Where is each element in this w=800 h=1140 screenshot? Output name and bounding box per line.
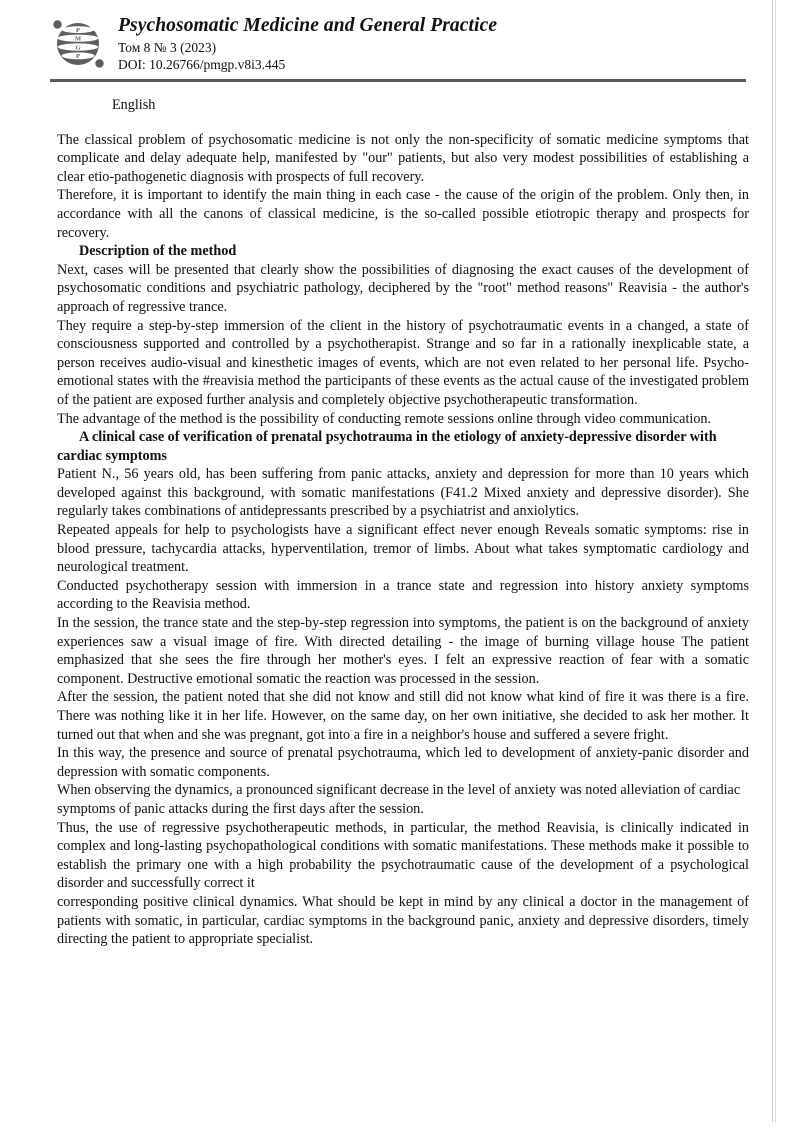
- journal-volume: Том 8 № 3 (2023): [118, 39, 217, 55]
- body-paragraph: In this way, the presence and source of prenatal psychotrauma, which led to development of anxiety-panic disorder and depression with somatic components.: [57, 745, 749, 780]
- masthead-divider: [50, 79, 746, 82]
- body-paragraph: The classical problem of psychosomatic medicine is not only the non-specificity of somatic medicine symptoms that complicate and delay adequate help, manifested by "our" patients, but also very modest possibilities of establishing a clear etio-pathogenetic diagnosis with prospects of full recovery.: [57, 131, 749, 185]
- body-paragraph: The advantage of the method is the possibility of conducting remote sessions online through video communication.: [57, 410, 712, 427]
- body-paragraph: Patient N., 56 years old, has been suffering from panic attacks, anxiety and depression for more than 10 years which developed against this background, with somatic manifestations (F41.2 Mixed anxiety and depressive disorder). She regularly takes combinations of antidepressants prescribed by a psychiatrist and anxiolytics.: [57, 466, 749, 520]
- body-paragraph: corresponding positive clinical dynamics. What should be kept in mind by any clinical a doctor in the management of patients with somatic, in particular, cardiac symptoms in the background panic, anxiety and depressive disorders, timely directing the patient to appropriate specialist.: [57, 893, 749, 948]
- svg-text:M: M: [74, 35, 82, 43]
- body-paragraph: Conducted psychotherapy session with immersion in a trance state and regression into history anxiety symptoms according to the Reavisia method.: [57, 577, 749, 613]
- page-edge-shadow: [775, 0, 776, 1122]
- globe-logo-icon: [50, 16, 106, 72]
- section-heading: A clinical case of verification of prenatal psychotrauma in the etiology of anxiety-depressive disorder with cardiac symptoms: [57, 429, 717, 464]
- body-paragraph: They require a step-by-step immersion of the client in the history of psychotraumatic events in a changed, a state of consciousness supported and controlled by a psychotherapist. Strange and so far in a rationally inexplicable state, a person receives audio-visual and kinesthetic images of events, which are not even related to her personal life. Psycho-emotional states with the #reavisia method the participants of these events as the actual cause of the investigated problem of the patient are exposed further analysis and completely objective psychotherapeutic transformation.: [57, 317, 749, 408]
- journal-logo: [50, 16, 106, 72]
- journal-title: Psychosomatic Medicine and General Practice: [118, 15, 498, 36]
- masthead-text-block: [118, 14, 497, 73]
- svg-text:G: G: [75, 44, 81, 52]
- body-paragraph: When observing the dynamics, a pronounced significant decrease in the level of anxiety was noted alleviation of cardiac symptoms of panic attacks during the first days after the session.: [57, 782, 741, 817]
- svg-text:P: P: [76, 53, 80, 61]
- article-content: [57, 96, 749, 949]
- body-paragraph: Repeated appeals for help to psychologists have a significant effect never enough Reveals somatic symptoms: rise in blood pressure, tachycardia attacks, hyperventilation, tremor of limbs. About what takes symptomatic cardiology and neurological treatment.: [57, 522, 749, 576]
- body-paragraph: In the session, the trance state and the step-by-step regression into symptoms, the patient is on the background of anxiety experiences saw a visual image of fire. With directed detailing - the image of burning village house The patient emphasized that she sees the fire through her mother's eyes. I felt an expressive reaction of fear with a somatic component. Destructive emotional somatic the reaction was processed in the session.: [57, 615, 749, 687]
- journal-doi: DOI: 10.26766/pmgp.v8i3.445: [118, 57, 286, 73]
- body-paragraph: Therefore, it is important to identify the main thing in each case - the cause of the origin of the problem. Only then, in accordance with all the canons of classical medicine, is the so-called possible etiotropic therapy and prospects for recovery.: [57, 187, 749, 241]
- body-paragraph: Thus, the use of regressive psychotherapeutic methods, in particular, the method Reavisia, is clinically indicated in complex and long-lasting psychopathological conditions with somatic manifestations. These methods make it possible to establish the primary one with a high probability the psychotraumatic cause of the development of a psychological disorder and successfully correct it: [57, 819, 749, 892]
- svg-text:P: P: [76, 26, 80, 34]
- language-label: English: [112, 97, 156, 113]
- body-paragraph: Next, cases will be presented that clearly show the possibilities of diagnosing the exact causes of the development of psychosomatic conditions and psychiatric pathology, deciphered by the "root" method reasons" Reavisia - the author's approach of regressive trance.: [57, 261, 749, 315]
- article-body: [57, 131, 749, 949]
- section-heading: Description of the method: [79, 243, 237, 260]
- body-paragraph: After the session, the patient noted that she did not know and still did not know what kind of fire it was there is a fire. There was nothing like it in her life. However, on the same day, on her own initiative, she decided to ask her mother. It turned out that when and she was pregnant, got into a fire in a neighbor's house and suffered a severe fright.: [57, 689, 749, 743]
- journal-masthead: [50, 14, 750, 73]
